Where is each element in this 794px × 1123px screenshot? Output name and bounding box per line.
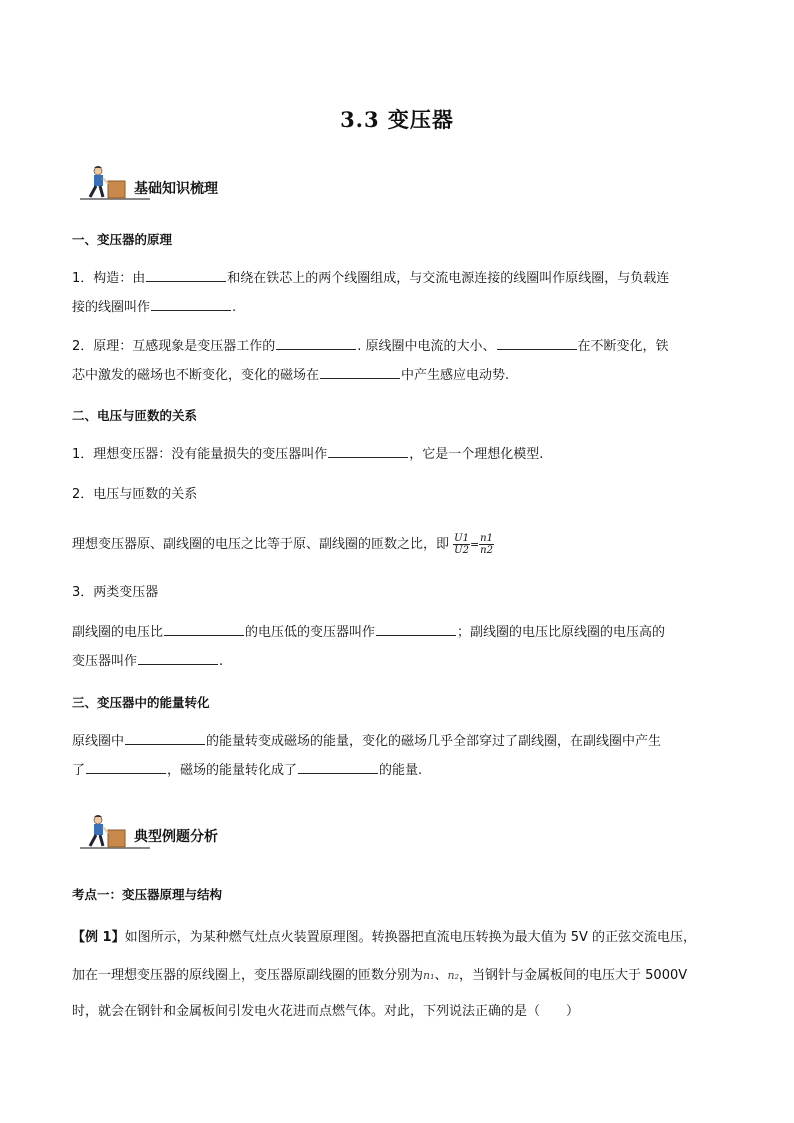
frac-num: n1 — [480, 533, 493, 544]
text: 、 — [434, 968, 448, 983]
part1-item1-line1 — [72, 264, 669, 294]
part2-item2: 2．电压与匝数的关系 — [72, 487, 198, 502]
part2-item1 — [72, 440, 543, 470]
text: 的能量. — [379, 763, 423, 778]
part2-formula-line — [72, 530, 494, 560]
text: 如图所示，为某种燃气灶点火装置原理图。转换器把直流电压转换为最大值为 5V 的正弦交流电压， — [124, 930, 697, 945]
fill-blank[interactable] — [276, 335, 356, 350]
text: ，它是一个理想化模型. — [409, 447, 544, 462]
text: 的电压低的变压器叫作 — [245, 625, 376, 640]
part1-heading: 一、变压器的原理 — [72, 232, 173, 247]
part1-item2-line2 — [72, 361, 509, 391]
frac-num: U1 — [454, 533, 469, 544]
text: 变压器叫作 — [72, 654, 138, 669]
fraction-n — [479, 533, 494, 556]
text: 在不断变化，铁 — [577, 339, 669, 354]
fill-blank[interactable] — [146, 267, 226, 282]
text: 原线圈中 — [72, 734, 125, 749]
fill-blank[interactable] — [125, 730, 205, 745]
part2-item3-line2 — [72, 647, 223, 677]
text: 了 — [72, 763, 86, 778]
text: . 原线圈中电流的大小、 — [357, 339, 496, 354]
part1-item1-line2 — [72, 293, 236, 323]
text: 和绕在铁芯上的两个线圈组成，与交流电源连接的线圈叫作原线圈，与负载连 — [227, 271, 670, 286]
fill-blank[interactable] — [298, 759, 378, 774]
part3-heading: 三、变压器中的能量转化 — [72, 695, 210, 710]
text: ；副线圈的电压比原线圈的电压高的 — [457, 625, 666, 640]
part1-item2-line1 — [72, 332, 669, 362]
fill-blank[interactable] — [164, 621, 244, 636]
text: . — [232, 300, 237, 315]
text: 2．原理：互感现象是变压器工作的 — [72, 339, 276, 354]
text: ，当钢针与金属板间的电压大于 5000V — [459, 968, 688, 983]
section-heading-basics: 基础知识梳理 — [134, 181, 218, 197]
point1-heading: 考点一：变压器原理与结构 — [72, 887, 223, 902]
example1-line3: 时，就会在钢针和金属板间引发电火花进而点燃气体。对此，下列说法正确的是（ ） — [72, 1004, 580, 1019]
equals-sign: = — [469, 538, 480, 551]
frac-den: n2 — [480, 545, 493, 556]
fraction-u — [453, 533, 470, 556]
part2-heading: 二、电压与匝数的关系 — [72, 408, 198, 423]
fill-blank[interactable] — [138, 650, 218, 665]
example-label: 【例 1】 — [72, 930, 125, 945]
fill-blank[interactable] — [86, 759, 166, 774]
text: 副线圈的电压比 — [72, 625, 164, 640]
text: 中产生感应电动势. — [401, 368, 510, 383]
n1-symbol: n₁ — [423, 969, 435, 982]
fill-blank[interactable] — [497, 335, 577, 350]
page-title: 3.3 变压器 — [340, 107, 454, 132]
example1-line2 — [72, 961, 687, 991]
part3-line2 — [72, 756, 422, 786]
part3-line1 — [72, 727, 661, 757]
text: 加在一理想变压器的原线圈上，变压器原副线圈的匝数分别为 — [72, 968, 424, 983]
text: . — [219, 654, 224, 669]
frac-den: U2 — [454, 545, 469, 556]
fill-blank[interactable] — [376, 621, 456, 636]
fill-blank[interactable] — [151, 296, 231, 311]
n2-symbol: n₂ — [447, 969, 460, 982]
text: 理想变压器原、副线圈的电压之比等于原、副线圈的匝数之比，即 — [72, 537, 450, 552]
text: 接的线圈叫作 — [72, 300, 151, 315]
part2-item3: 3．两类变压器 — [72, 585, 159, 600]
text: 1．理想变压器：没有能量损失的变压器叫作 — [72, 447, 328, 462]
fill-blank[interactable] — [328, 443, 408, 458]
example1-line1 — [72, 923, 696, 953]
fill-blank[interactable] — [320, 364, 400, 379]
text: 的能量转变成磁场的能量，变化的磁场几乎全部穿过了副线圈，在副线圈中产生 — [206, 734, 662, 749]
text: 芯中激发的磁场也不断变化，变化的磁场在 — [72, 368, 320, 383]
part2-item3-line1 — [72, 618, 665, 648]
text: ，磁场的能量转化成了 — [167, 763, 298, 778]
text: 1．构造：由 — [72, 271, 146, 286]
section-heading-examples: 典型例题分析 — [134, 829, 218, 845]
